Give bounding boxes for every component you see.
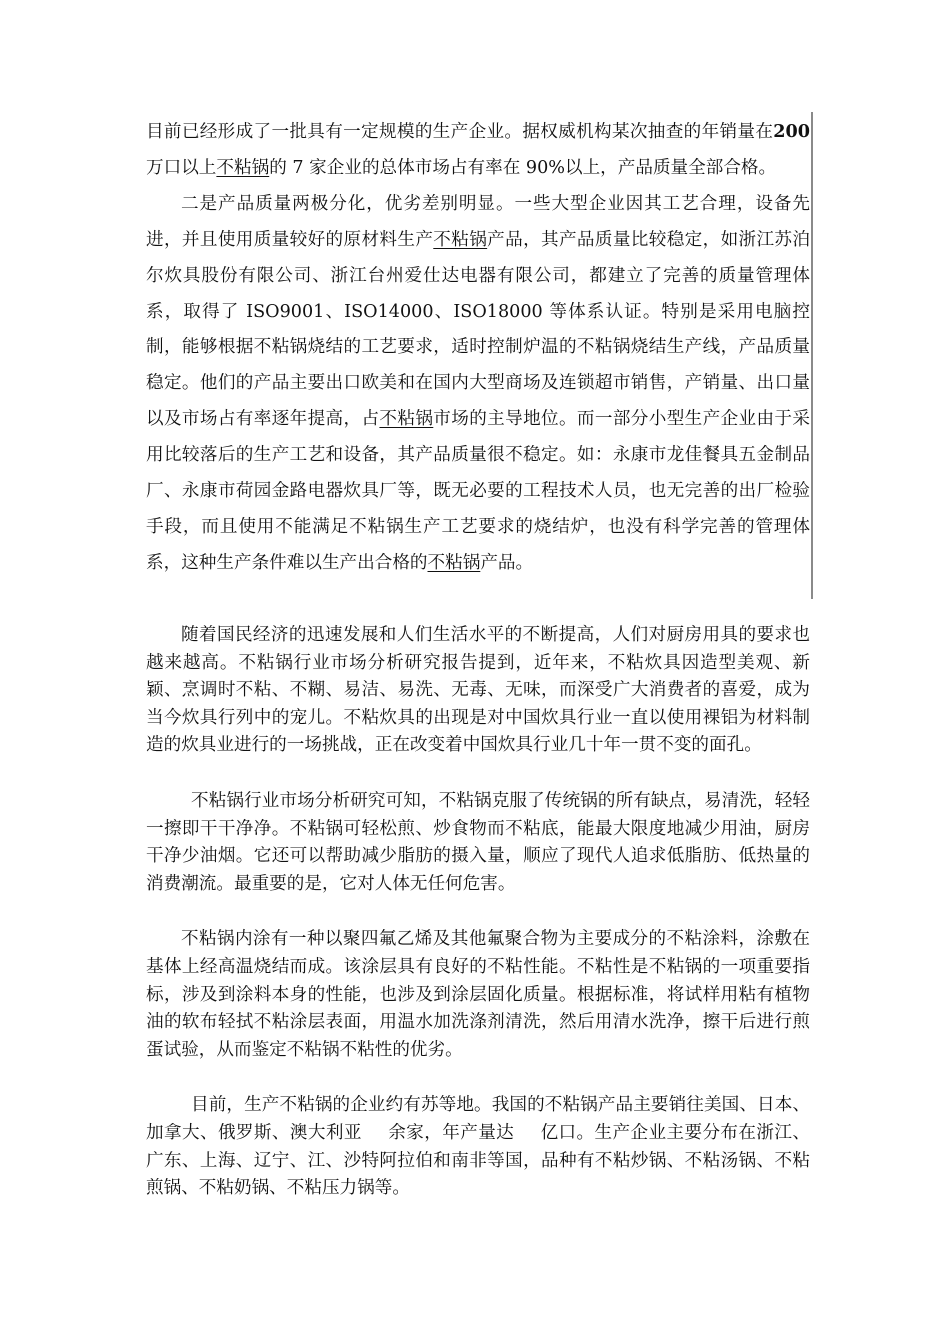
paragraph-5: 不粘锅内涂有一种以聚四氟乙烯及其他氟聚合物为主要成分的不粘涂料，涂敷在基体上经高温烧结而成。该涂层具有良好的不粘性能。不粘性是不粘锅的一项重要指标，涉及到涂料本身的性能，也涉及到涂层固化质量。根据标准，将试样用粘有植物油的软布轻拭不粘涂层表面，用温水加洗涤剂清洗，然后用清水洗净，擦干后进行煎蛋试验，从而鉴定不粘锅不粘性的优劣。 [146, 929, 810, 1060]
text-run: 的 7 家企业的总体市场占有率在 90%以上，产品质量全部合格。 [269, 157, 777, 178]
paragraph-1 [146, 114, 810, 187]
text-run: 目前已经形成了一批具有一定规模的生产企业。据权威机构某次抽查的年销量在 [146, 122, 774, 142]
paragraph-2 [146, 187, 810, 582]
underlined-term: 不粘锅 [379, 409, 434, 430]
bold-number: 200 [773, 121, 810, 142]
text-run: 市场的主导地位。而一部分小型生产企业由于采用比较落后的生产工艺和设备，其产品质量很不稳定。如：永康市龙佳餐具五金制品厂、永康市荷园金路电器炊具厂等，既无必要的工程技术人员，也无完善的出厂检验手段，而且使用不能满足不粘锅生产工艺要求的烧结炉，也没有科学完善的管理体系，这种生产条件难以生产出合格的 [146, 409, 810, 573]
underlined-term: 不粘锅 [427, 552, 481, 573]
text-run: 产品，其产品质量比较稳定，如浙江苏泊尔炊具股份有限公司、浙江台州爱仕达电器有限公司，都建立了完善的质量管理体系，取得了 ISO9001、ISO14000、ISO18000 等体系认证。特别是采用电脑控制，能够根据不粘锅烧结的工艺要求，适时控制炉温的不粘锅烧结生产线，产品质量稳定。他们的产品主要出口欧美和在国内大型商场及连锁超市销售，产销量、出口量以及市场占有率逐年提高，占 [146, 229, 810, 430]
margin-rule [811, 112, 813, 599]
text-block-bottom [146, 622, 810, 1231]
underlined-term: 不粘锅 [216, 157, 270, 178]
paragraph-3: 随着国民经济的迅速发展和人们生活水平的不断提高，人们对厨房用具的要求也越来越高。不粘锅行业市场分析研究报告提到，近年来，不粘炊具因造型美观、新颖、烹调时不粘、不糊、易洁、易洗、无毒、无味，而深受广大消费者的喜爱，成为当今炊具行列中的宠儿。不粘炊具的出现是对中国炊具行业一直以使用裸铝为材料制造的炊具业进行的一场挑战，正在改变着中国炊具行业几十年一贯不变的面孔。 [146, 625, 810, 756]
text-run: 产品。 [480, 552, 534, 573]
text-run: 亿口。生产企业主要分布在浙江、广东、上海、辽宁、江、沙特阿拉伯和南非等国，品种有不粘炒锅、不粘汤锅、不粘煎锅、不粘奶锅、不粘压力锅等。 [146, 1122, 810, 1199]
text-run: 目前，生产不粘锅的企业约有苏等地。我国的不粘锅产品主要销往美国、日本、加拿大、俄罗斯、澳大利亚 [146, 1095, 810, 1143]
text-run: 二是产品质量两极分化，优劣差别明显。一些大型企业因其工艺合理，设备先进，并且使用质量较好的原材料生产 [146, 193, 810, 250]
paragraph-4: 不粘锅行业市场分析研究可知，不粘锅克服了传统锅的所有缺点，易清洗，轻轻一擦即干干净净。不粘锅可轻松煎、炒食物而不粘底，能最大限度地减少用油，厨房干净少油烟。它还可以帮助减少脂肪的摄入量，顺应了现代人追求低脂肪、低热量的消费潮流。最重要的是，它对人体无任何危害。 [146, 790, 810, 894]
text-run: 余家，年产量达 [387, 1122, 515, 1143]
paragraph-6 [146, 1092, 810, 1202]
underlined-term: 不粘锅 [433, 229, 488, 250]
text-run: 万口以上 [146, 157, 217, 178]
text-block-top [146, 114, 810, 582]
